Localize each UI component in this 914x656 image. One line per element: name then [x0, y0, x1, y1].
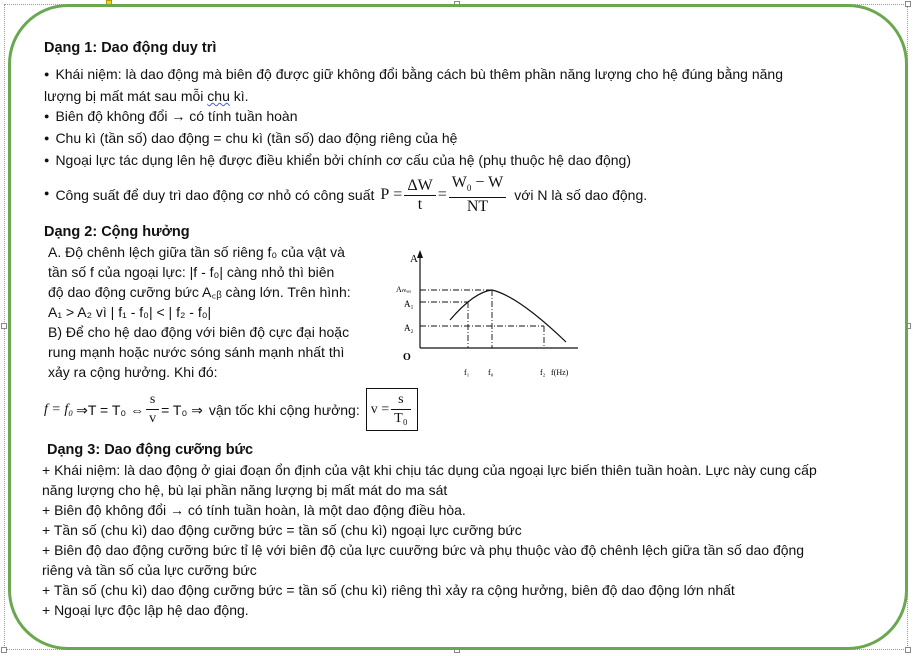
sec3-line-7: + Tần số (chu kì) dao động cưỡng bức = tần số (chu kì) riêng thì xảy ra cộng hưởng, biên độ dao động lớn nhất — [42, 582, 735, 598]
a1-label: A₁ — [404, 299, 414, 309]
resize-handle-top-right[interactable] — [905, 1, 911, 7]
content — [44, 38, 884, 620]
sec2-line-5: B) Để cho hệ dao động với biên độ cực đại hoặc — [48, 324, 350, 340]
resonance-graph — [388, 242, 594, 382]
power-formula: P = $\frac{\Delta W}{t}$ = $\frac{W_0 - W}{NT}$ — [380, 172, 508, 218]
sec2-block — [44, 242, 884, 432]
resize-handle-left[interactable] — [1, 323, 7, 329]
sec3-line-3: + Biên độ không đổi → có tính tuần hoàn, là một dao động điều hòa. — [42, 502, 466, 518]
velocity-formula-box: v = $\frac{s}{\text{T₀}}$ — [366, 388, 418, 431]
sec3-line-8: + Ngoại lực độc lập hệ dao động. — [42, 602, 249, 618]
sec2-heading: Dạng 2: Cộng hưởng — [44, 224, 190, 240]
sec2-line-1: A. Độ chênh lệch giữa tần số riêng f₀ của vật và — [48, 244, 345, 260]
amax-label: Aₘₐₓ — [396, 285, 412, 294]
sec3-line-4: + Tần số (chu kì) dao động cưỡng bức = tần số (chu kì) ngoại lực cưỡng bức — [42, 522, 522, 538]
resonance-curve — [450, 290, 566, 342]
origin-label: O — [403, 352, 411, 363]
sec1-bullet-2: ● Biên độ không đổi → có tính tuần hoàn — [44, 106, 884, 128]
sec3-line-2: năng lượng cho hệ, bù lại phần năng lượng bị mất mát do ma sát — [42, 482, 448, 498]
sec2-line-4: A₁ > A₂ vì | f₁ - f₀| < | f₂ - f₀| — [48, 304, 212, 320]
sec3-line-5: + Biên độ dao động cưỡng bức tỉ lệ với biên độ của lực cuưỡng bức và phụ thuộc vào độ chênh lệch giữa tần số dao động — [42, 542, 805, 558]
sec3-line-1: + Khái niệm: là dao động ở giai đoạn ổn định của vật khi chịu tác dụng của ngoại lực biến thiên tuần hoàn. Lực này cung cấp — [42, 462, 817, 478]
f1-label: f₁ — [464, 368, 470, 377]
f0-label: f₀ — [488, 368, 494, 377]
sec1-bullet-4: ● Ngoại lực tác dụng lên hệ được điều khiển bởi chính cơ cấu của hệ (phụ thuộc hệ dao động) — [44, 150, 884, 172]
f2-label: f₂ — [540, 368, 546, 377]
resize-handle-bottom-right[interactable] — [905, 647, 911, 653]
sec1-bullet-1: ● Khái niệm: là dao động mà biên độ được giữ không đổi bằng cách bù thêm phần năng lượng cho hệ đúng bằng năng — [44, 64, 884, 86]
fx-label: f(Hz) — [551, 368, 569, 377]
resonance-formula: f = f₀ ⇒T = T₀ ⇔ $\frac{s}{v}$ = T₀ ⇒ vận tốc khi cộng hưởng: v = $\frac{s}{\text{T₀}}$ — [44, 388, 418, 431]
sec3-line-6: riêng và tần số của lực cưỡng bức — [42, 562, 257, 578]
spell-error[interactable]: chu — [207, 88, 230, 104]
sec2-line-6: rung mạnh hoặc nước sóng sánh mạnh nhất thì — [48, 344, 345, 360]
sec1-bullet-3: ● Chu kì (tần số) dao động = chu kì (tần số) dao động riêng của hệ — [44, 128, 884, 150]
graph-y-label: A — [410, 253, 418, 265]
sec3-heading: Dạng 3: Dao động cưỡng bức — [47, 442, 254, 458]
sec2-line-7: xảy ra cộng hưởng. Khi đó: — [48, 364, 218, 380]
sec2-line-2: tần số f của ngoại lực: |f - f₀| càng nhỏ thì biên — [48, 264, 335, 280]
sec1-bullet-1-cont: lượng bị mất mát sau mỗi chu kì. — [44, 88, 249, 104]
sec1-heading: Dạng 1: Dao động duy trì — [44, 40, 217, 56]
resize-handle-bottom-left[interactable] — [1, 647, 7, 653]
sec2-line-3: độ dao động cưỡng bức A꜀ᵦ càng lớn. Trên hình: — [48, 284, 351, 300]
a2-label: A₂ — [404, 323, 414, 333]
sec1-bullet-5: ● Công suất để duy trì dao động cơ nhỏ có công suất P = $\frac{\Delta W}{t}$ = $\frac{W_0 - W}{NT}$ với N là số dao động. — [44, 172, 884, 218]
